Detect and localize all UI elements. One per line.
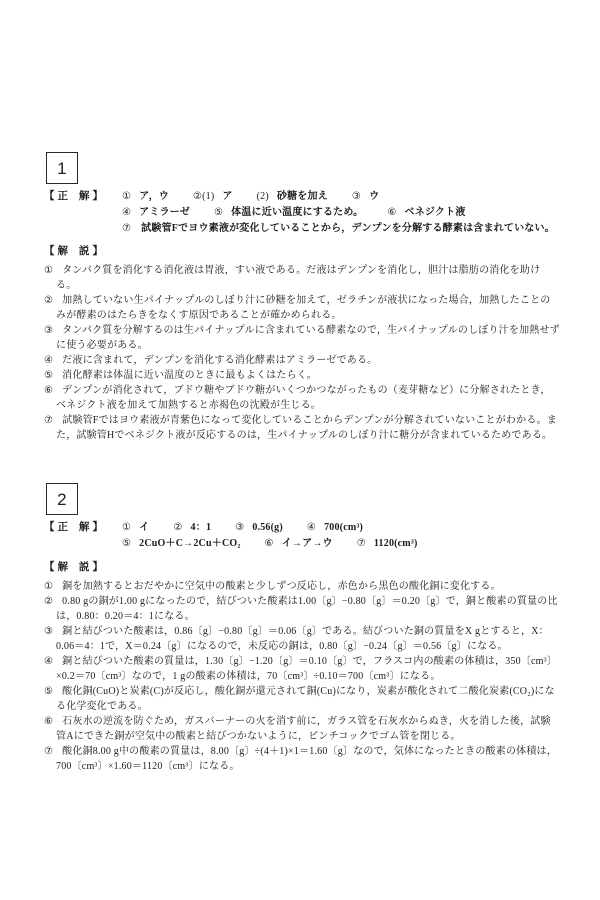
item-number: ④ [44, 355, 54, 366]
explanation-text: タンパク質を分解するのは生パイナップルに含まれている酵素なので，生パイナップルのしぼり汁を加熱せずに使う必要がある。 [56, 325, 560, 351]
explanation-text: 酸化銅8.00 g中の酸素の質量は，8.00〔g〕÷(4＋1)×1＝1.60〔g〕なので，気体になったときの酸素の体積は，700〔cm³〕×1.60＝1120〔cm³〕になる。 [56, 746, 557, 772]
seikai-label: 【 正 解 】 [44, 191, 104, 202]
kaisetsu-label: 【 解 説 】 [44, 246, 104, 257]
explanation-text: タンパク質を消化する消化液は胃液，すい液である。だ液はデンプンを消化し，胆汁は脂肪の消化を助ける。 [56, 265, 541, 291]
answer-item [257, 189, 328, 204]
answer-item [122, 221, 560, 236]
section-number-box [46, 152, 78, 184]
explanation-item [44, 383, 560, 413]
explanation-text: 銅を加熱するとおだやかに空気中の酸素と少しずつ反応し，赤色から黒色の酸化銅に変化する。 [62, 581, 501, 592]
answer-text: アミラーゼ [139, 207, 190, 218]
item-number: ④ [306, 522, 317, 533]
explanation-item [44, 594, 560, 624]
answers-row [122, 205, 560, 220]
item-number: ② [44, 295, 54, 306]
item-number: ④ [44, 656, 54, 667]
explanation-item [44, 353, 560, 368]
explanation-text: だ液に含まれて，デンプンを消化する消化酵素はアミラーゼである。 [62, 355, 378, 366]
answer-text: 0.56(g) [252, 522, 283, 533]
answer-text: 700(cm³) [324, 522, 364, 533]
answer-text: ベネジクト液 [404, 207, 466, 218]
item-number: ⑥ [44, 716, 54, 727]
explanation-text: 加熱していない生パイナップルのしぼり汁に砂糖を加えて，ゼラチンが液状になった場合，加熱したことのみが酵素のはたらきをなくす原因であることが確かめられる。 [56, 295, 551, 321]
section-number-box [46, 483, 78, 515]
item-number: ③ [351, 191, 362, 202]
answers-block [122, 189, 560, 236]
answer-text: イ [139, 522, 150, 533]
section-2 [44, 483, 560, 774]
explanations-block [44, 263, 560, 443]
explanation-text: デンプンが消化されて，ブドウ糖やブドウ糖がいくつかつながったもの（麦芽糖など）に分解されたとき，ベネジクト液を加えて加熱すると赤褐色の沈殿が生じる。 [56, 385, 551, 411]
item-number: ② [44, 596, 54, 607]
item-number: ① [44, 265, 54, 276]
answer-item [122, 205, 190, 220]
answer-item [387, 205, 465, 220]
answer-item [352, 189, 379, 204]
item-number: ① [122, 191, 132, 202]
explanation-item [44, 744, 560, 774]
explanation-item [44, 654, 560, 684]
answer-text: ア，ウ [139, 191, 169, 202]
answers-block [122, 520, 560, 552]
answer-text: 1120(cm³) [373, 538, 418, 549]
explanation-item [44, 293, 560, 323]
item-number: ⑥ [44, 385, 54, 396]
answer-text chemical-equation: 2CuO＋C→2Cu＋CO₂ [139, 538, 241, 549]
item-number: ① [122, 522, 132, 533]
explanation-item [44, 579, 560, 594]
answer-text: 体温に近い温度にするため。 [231, 207, 364, 218]
answer-text: 4：1 [190, 522, 212, 533]
section-number: 1 [57, 158, 67, 178]
kaisetsu-label: 【 解 説 】 [44, 562, 104, 573]
answer-item [122, 520, 149, 535]
answer-text: ウ [369, 191, 380, 202]
answer-item [214, 205, 363, 220]
explanation-item [44, 263, 560, 293]
explanation-text: 銅と結びついた酸素の質量は，1.30〔g〕−1.20〔g〕＝0.10〔g〕で，フラスコ内の酸素の体積は，350〔cm³〕×0.2＝70〔cm³〕なので，1 gの酸素の体積は，70〔cm³〕÷0.10＝700〔cm³〕になる。 [56, 656, 558, 682]
item-number: ⑥ [387, 207, 397, 218]
explanation-text: 銅と結びついた酸素は，0.86〔g〕−0.80〔g〕＝0.06〔g〕である。結びついた銅の質量をX gとすると，X：0.06＝4：1で，X＝0.24〔g〕になるので，未反応の銅は，0.80〔g〕−0.24〔g〕＝0.56〔g〕になる。 [56, 626, 549, 652]
seikai-block [44, 520, 560, 552]
item-number: ③ [235, 522, 245, 533]
answer-item [357, 536, 418, 551]
item-number: ① [44, 581, 54, 592]
explanation-text: 石灰水の逆流を防ぐため，ガスバーナーの火を消す前に，ガラス管を石灰水からぬき，火を消した後，試験管Aにできた銅が空気中の酸素と結びつかないように，ピンチコックでゴム管を閉じる。 [56, 716, 551, 742]
item-number: ⑦ [356, 538, 366, 549]
explanation-item [44, 684, 560, 714]
answer-text: 試験管Fでヨウ素液が変化していることから，デンプンを分解する酵素は含まれていない。 [141, 223, 555, 234]
section-1 [44, 152, 560, 443]
answer-text: ア [222, 191, 233, 202]
explanation-text: 酸化銅(CuO)と炭素(C)が反応し，酸化銅が還元されて銅(Cu)になり，炭素が酸化されて二酸化炭素(CO₂)になる化学変化である。 [56, 686, 555, 712]
item-number: ⑤ [44, 686, 54, 697]
answers-row [122, 520, 560, 535]
item-number: ⑥ [264, 538, 274, 549]
item-number: ③ [44, 626, 54, 637]
explanation-item [44, 323, 560, 353]
answer-item [193, 189, 233, 204]
explanation-item [44, 714, 560, 744]
answer-item [307, 520, 363, 535]
item-number: ⑤ [44, 370, 54, 381]
explanation-text: 消化酵素は体温に近い温度のときに最もよくはたらく。 [62, 370, 317, 381]
explanations-block [44, 579, 560, 774]
explanation-item [44, 368, 560, 383]
item-number: ⑤ [213, 207, 224, 218]
item-number: ④ [122, 207, 132, 218]
item-number: ② [173, 522, 183, 533]
explanation-text: 試験管Fではヨウ素液が青紫色になって変化していることからデンプンが分解されていないことがわかる。また，試験管Hでベネジクト液が反応するのは，生パイナップルのしぼり汁に糖分が含まれているためである。 [56, 415, 557, 441]
answer-text: イ→ア→ウ [281, 538, 333, 549]
item-number: ⑦ [122, 223, 132, 234]
item-number: ⑤ [122, 538, 132, 549]
answer-item [122, 189, 169, 204]
seikai-block [44, 189, 560, 236]
seikai-label: 【 正 解 】 [44, 522, 104, 533]
explanation-item [44, 624, 560, 654]
answer-item [235, 520, 283, 535]
item-number: ③ [44, 325, 54, 336]
answer-item [265, 536, 333, 551]
answer-text: 砂糖を加え [276, 191, 328, 202]
item-number: ②(1) [192, 191, 215, 202]
explanation-text: 0.80 gの銅が1.00 gになったので，結びついた酸素は1.00〔g〕−0.80〔g〕＝0.20〔g〕で，銅と酸素の質量の比は，0.80：0.20＝4：1になる。 [56, 596, 558, 622]
answer-item [122, 536, 241, 551]
item-number: ⑦ [44, 415, 54, 426]
answer-item [173, 520, 211, 535]
answers-row [122, 536, 560, 551]
section-number: 2 [57, 489, 67, 509]
explanation-item [44, 413, 560, 443]
item-number: ⑦ [44, 746, 54, 757]
answers-row [122, 189, 560, 204]
item-number: (2) [256, 191, 269, 202]
